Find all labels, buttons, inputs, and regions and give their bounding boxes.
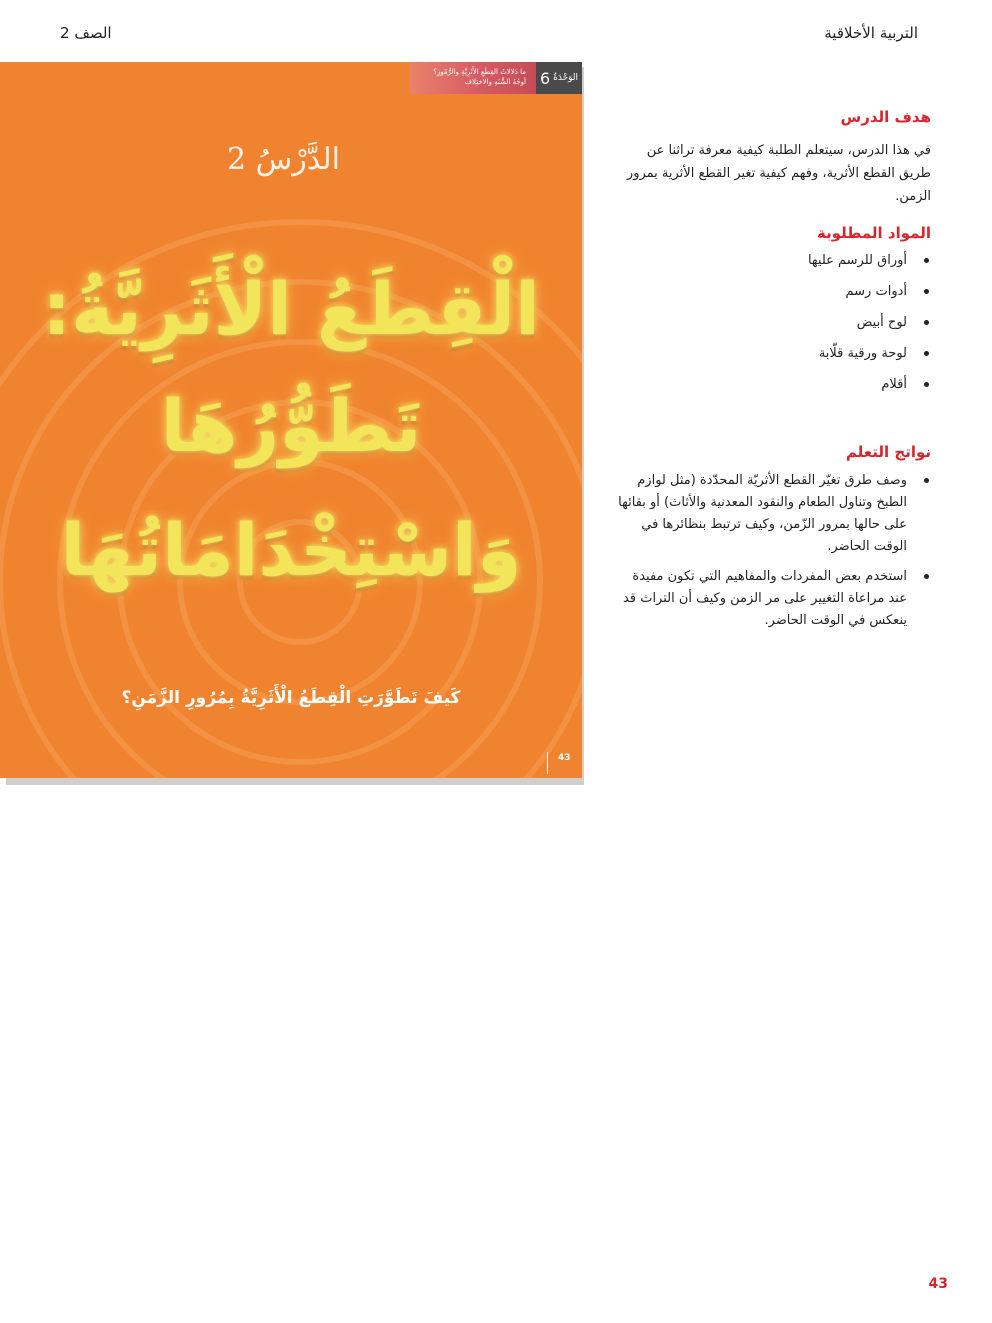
unit-tab (536, 62, 582, 94)
lesson-title-line1: الْقِطَعُ الْأَثَرِيَّةُ: (42, 267, 540, 351)
unit-description-line2: أوجُهُ الشَّبَهِ والاختِلاف (464, 78, 526, 86)
page-number: 43 (928, 1276, 948, 1292)
materials-section (613, 224, 931, 405)
lesson-title-line3: وَاسْتِخْدَامَاتُهَا (60, 508, 522, 592)
outcomes-title: نواتج التعلم (845, 443, 931, 461)
header-grade: الصف 2 (60, 24, 112, 42)
materials-title: المواد المطلوبة (817, 224, 931, 242)
unit-number: 6 (539, 68, 551, 88)
unit-word: الوَحْدَةُ (553, 73, 579, 83)
unit-description-line1: ما دَلالاتُ القِطَعِ الأَثَرِيَّةِ والرُّمُوزِ؟ (433, 68, 526, 76)
lesson-cover-preview (0, 62, 582, 778)
list-item: وصف طرق تغيّر القطع الأثريّة المحدّدة (مثل لوازم الطبخ وتناول الطعام والنقود المعدنية والأثاث) أو بقائها على حالها بمرور الزّمن، وكيف ترتبط بنظائرها في الوقت الحاضر. (613, 470, 931, 558)
lesson-goal-section (613, 108, 931, 208)
list-item: استخدم بعض المفردات والمفاهيم التي تكون مفيدة عند مراعاة التغيير على مر الزمن وكيف أن التراث قد ينعكس في الوقت الحاضر. (613, 566, 931, 632)
unit-description (416, 67, 526, 87)
list-item: أقلام (613, 374, 931, 405)
lesson-label: الدَّرْسُ 2 (227, 142, 340, 177)
list-item: أوراق للرسم عليها (613, 250, 931, 281)
preview-page-number: 43 (558, 753, 571, 763)
outcomes-section (613, 443, 931, 640)
outcomes-list (613, 470, 931, 632)
unit-banner (410, 62, 582, 94)
lesson-goal-title: هدف الدرس (840, 108, 931, 126)
lesson-goal-text: في هذا الدرس، سيتعلم الطلبة كيفية معرفة تراثنا عن طريق القطع الأثرية، وفهم كيفية تغير القطع الأثرية بمرور الزمن. (626, 143, 931, 204)
materials-list (613, 250, 931, 405)
list-item: لوح أبيض (613, 312, 931, 343)
list-item: لوحة ورقية قلّابة (613, 343, 931, 374)
preview-page-divider (547, 752, 548, 774)
header-subject: التربية الأخلاقية (824, 24, 918, 42)
lesson-title-line2: تَطَوُّرُهَا (160, 384, 422, 468)
list-item: أدوات رسم (613, 281, 931, 312)
lesson-question: كَيفَ تَطَوَّرَتِ الْقِطَعُ الْأَثَرِيَّةُ بِمُرُورِ الزَّمَنِ؟ (121, 688, 461, 708)
